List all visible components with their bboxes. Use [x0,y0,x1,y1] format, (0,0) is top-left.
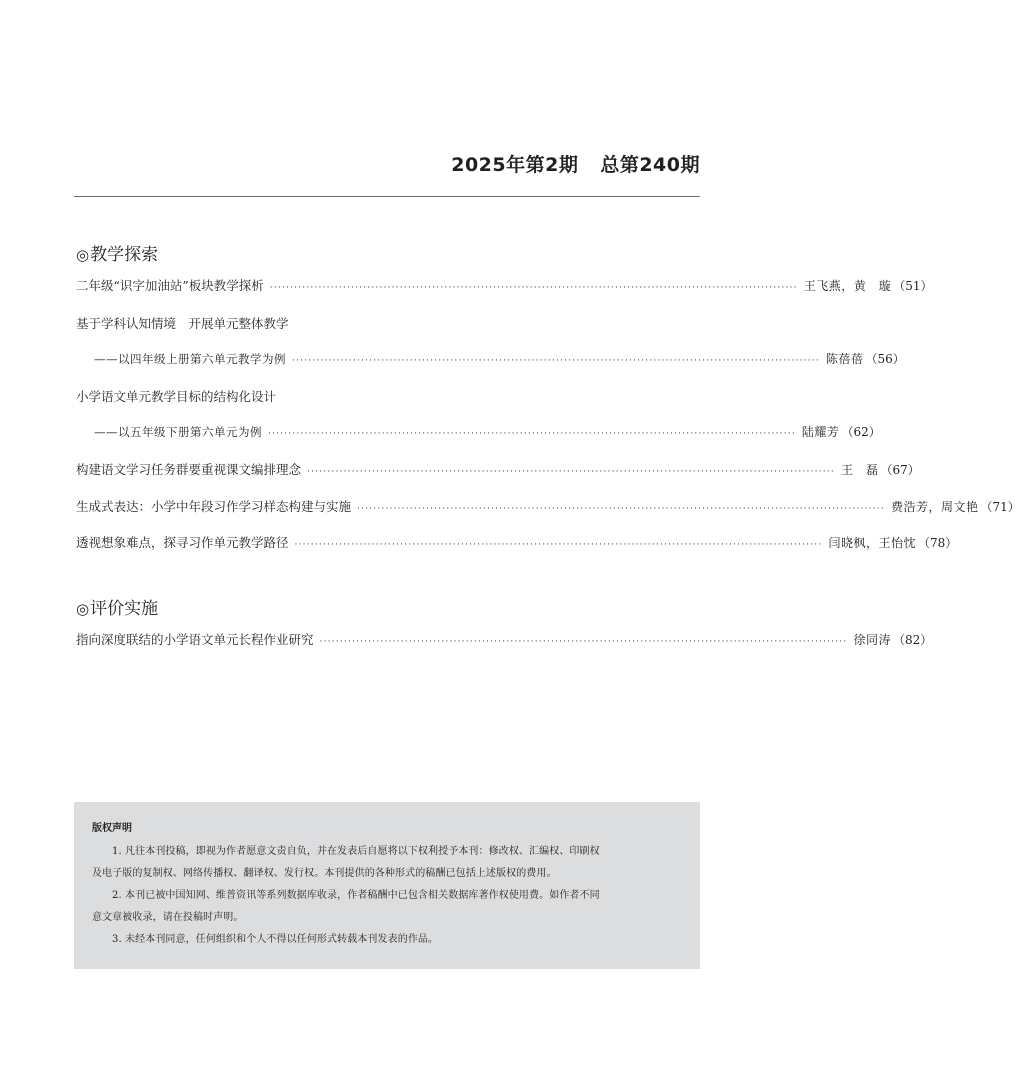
year-issue: 2025年第2期 [451,154,579,176]
toc-entry-title[interactable]: 基于学科认知情境 开展单元整体教学 [76,316,289,331]
issue-header [451,150,700,177]
copyright-paragraph: 1. 凡往本刊投稿，即视为作者愿意文责自负，并在发表后自愿将以下权利授予本刊：修改权、汇编权、印刷权 [112,846,600,857]
toc-entry-title: 二年级“识字加油站”板块教学探析 [76,278,264,293]
copyright-notice [74,802,700,969]
toc-entry-page: （62） [841,425,881,439]
toc-entry[interactable] [94,423,881,443]
toc-entry-author: 陆耀芳 [801,425,840,439]
toc-entry[interactable] [94,350,905,370]
total-issue: 总第240期 [600,154,700,176]
toc-entry-author: 陈蓓蓓 [825,352,864,366]
dot-leader: ·································································································································· [307,467,835,477]
toc-entry-subtitle: ——以五年级下册第六单元为例 [94,425,262,439]
toc-entry-title[interactable]: 小学语文单元教学目标的结构化设计 [76,389,277,404]
dot-leader: ·································································································································· [292,356,820,366]
dot-leader: ·································································································································· [294,540,823,550]
toc-entry[interactable] [76,497,1020,517]
toc-entry-title: 生成式表达：小学中年段习作学习样态构建与实施 [76,499,352,514]
toc-entry-author: 费浩芳，周文艳 [890,500,979,514]
toc-entry-subtitle: ——以四年级上册第六单元教学为例 [94,352,286,366]
section-title-teaching-exploration: ◎教学探索 [76,245,159,265]
dot-leader: ·································································································································· [319,637,848,647]
toc-entry[interactable] [76,460,920,480]
section-title-evaluation: ◎评价实施 [76,599,159,619]
copyright-paragraph: 意文章被收录，请在投稿时声明。 [92,912,244,923]
toc-entry-page: （78） [917,536,958,550]
copyright-title: 版权声明 [92,823,132,834]
toc-entry[interactable] [76,533,958,553]
header-divider [74,196,700,197]
toc-entry-page: （67） [880,463,920,477]
dot-leader: ·································································································································· [268,429,796,439]
circle-mark-icon: ◎ [76,600,90,618]
toc-entry-page: （51） [893,279,933,293]
toc-entry-title: 透视想象难点，探寻习作单元教学路径 [76,535,289,550]
toc-entry[interactable] [76,630,933,650]
toc-entry-page: （82） [892,633,933,647]
copyright-paragraph: 及电子版的复制权、网络传播权、翻译权、发行权。本刊提供的各种形式的稿酬已包括上述版权的费用。 [92,868,557,879]
copyright-paragraph: 2. 本刊已被中国知网、维普资讯等系列数据库收录，作者稿酬中已包含相关数据库著作权使用费。如作者不同 [112,890,600,901]
toc-entry[interactable] [76,276,933,296]
toc-entry-page: （56） [865,352,905,366]
toc-entry-author: 闫晓枫，王怡忱 [828,536,916,550]
toc-entry-title: 指向深度联结的小学语文单元长程作业研究 [76,632,314,647]
circle-mark-icon: ◎ [76,246,90,264]
toc-entry-title: 构建语文学习任务群要重视课文编排理念 [76,462,302,477]
dot-leader: ·································································································································· [269,283,798,293]
dot-leader: ·································································································································· [357,504,885,514]
toc-entry-author: 王飞燕，黄 璇 [803,279,892,293]
toc-entry-author: 王 磊 [840,463,879,477]
copyright-paragraph: 3. 未经本刊同意，任何组织和个人不得以任何形式转载本刊发表的作品。 [112,934,439,945]
toc-entry-page: （71） [980,500,1020,514]
toc-entry-author: 徐同涛 [853,633,891,647]
